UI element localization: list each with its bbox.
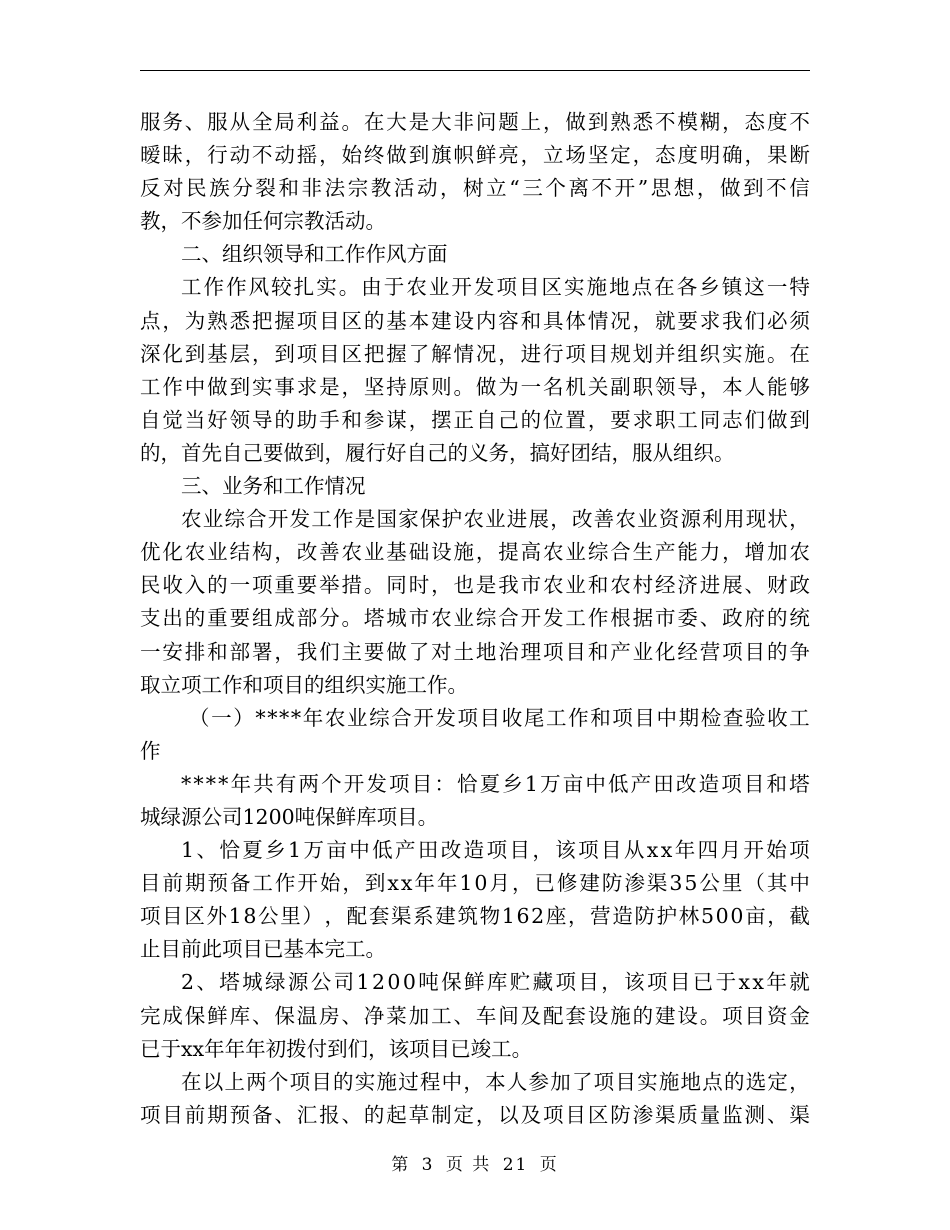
text-line: 的，首先自己要做到，履行好自己的义务，搞好团结，服从组织。	[140, 440, 735, 465]
text-line: * * * * 年 共 有 两 个 开 发 项 目 ： 恰 夏 乡 1 万 亩 中 低 产 田 改 造 项 目 和 塔	[181, 771, 810, 796]
section-heading: 三、业务和工作情况	[181, 474, 366, 499]
text-line: 自 觉 当 好 领 导 的 助 手 和 参 谋 ， 摆 正 自 己 的 位 置 ， 要 求 职 工 同 志 们 做 到	[140, 407, 810, 432]
text-line: 作	[140, 738, 161, 763]
text-line: 工 作 作 风 较 扎 实 。 由 于 农 业 开 发 项 目 区 实 施 地 点 在 各 乡 镇 这 一 特	[181, 275, 810, 300]
text-line: 工 作 中 做 到 实 事 求 是 ， 坚 持 原 则 。 做 为 一 名 机 关 副 职 领 导 ， 本 人 能 够	[140, 374, 810, 399]
text-line: 城绿源公司1200吨保鲜库项目。	[140, 804, 439, 829]
text-line: 反 对 民 族 分 裂 和 非 法 宗 教 活 动 ， 树 立 “ 三 个 离 不 开 ” 思 想 ， 做 到 不 信	[140, 176, 810, 201]
subsection-heading: （ 一 ） * * * * 年 农 业 综 合 开 发 项 目 收 尾 工 作 和 项 目 中 期 检 查 验 收 工	[189, 705, 810, 730]
text-line: 服 务 、 服 从 全 局 利 益 。 在 大 是 大 非 问 题 上 ， 做 到 熟 悉 不 模 糊 ， 态 度 不	[140, 110, 810, 134]
text-line: 项 目 区 外 1 8 公 里 ） ， 配 套 渠 系 建 筑 物 1 6 2 座 ， 营 造 防 护 林 5 0 0 亩 ， 截	[140, 904, 810, 929]
text-line: 支 出 的 重 要 组 成 部 分 。 塔 城 市 农 业 综 合 开 发 工 作 根 据 市 委 、 政 府 的 统	[140, 606, 810, 631]
body-text	[140, 106, 810, 1132]
text-line: 优 化 农 业 结 构 ， 改 善 农 业 基 础 设 施 ， 提 高 农 业 综 合 生 产 能 力 ， 增 加 农	[140, 540, 810, 565]
text-line: 目 前 期 预 备 工 作 开 始 ， 到 x x 年 年 1 0 月 ， 已 修 建 防 渗 渠 3 5 公 里 （ 其 中	[140, 871, 810, 896]
footer-suffix: 页	[539, 1155, 559, 1175]
text-line: 点 ， 为 熟 悉 把 握 项 目 区 的 基 本 建 设 内 容 和 具 体 情 况 ， 就 要 求 我 们 必 须	[140, 308, 810, 333]
text-line: 一 安 排 和 部 署 ， 我 们 主 要 做 了 对 土 地 治 理 项 目 和 产 业 化 经 营 项 目 的 争	[140, 639, 810, 664]
text-line: 2 、 塔 城 绿 源 公 司 1 2 0 0 吨 保 鲜 库 贮 藏 项 目 ， 该 项 目 已 于 x x 年 就	[181, 970, 810, 995]
text-line: 项 目 前 期 预 备 、 汇 报 、 的 起 草 制 定 ， 以 及 项 目 区 防 渗 渠 质 量 监 测 、 渠	[140, 1102, 810, 1127]
text-line: 止目前此项目已基本完工。	[140, 937, 386, 962]
text-line: 民 收 入 的 一 项 重 要 举 措 。 同 时 ， 也 是 我 市 农 业 和 农 村 经 济 进 展 、 财 政	[140, 573, 810, 598]
text-line: 完 成 保 鲜 库 、 保 温 房 、 净 菜 加 工 、 车 间 及 配 套 设 施 的 建 设 。 项 目 资 金	[140, 1003, 810, 1028]
footer-middle: 页 共	[445, 1155, 492, 1175]
footer-prefix: 第	[391, 1155, 411, 1175]
text-line: 1 、 恰 夏 乡 1 万 亩 中 低 产 田 改 造 项 目 ， 该 项 目 从 x x 年 四 月 开 始 项	[181, 838, 810, 863]
text-line: 已于xx年年年初拨付到们，该项目已竣工。	[140, 1036, 533, 1061]
text-line: 暧 昧 ， 行 动 不 动 摇 ， 始 终 做 到 旗 帜 鲜 亮 ， 立 场 坚 定 ， 态 度 明 确 ， 果 断	[140, 143, 810, 168]
text-line: 在 以 上 两 个 项 目 的 实 施 过 程 中 ， 本 人 参 加 了 项 目 实 施 地 点 的 选 定 ，	[181, 1069, 810, 1094]
header-rule	[140, 70, 810, 71]
text-line: 深 化 到 基 层 ， 到 项 目 区 把 握 了 解 情 况 ， 进 行 项 目 规 划 并 组 织 实 施 。 在	[140, 341, 810, 366]
text-line: 农 业 综 合 开 发 工 作 是 国 家 保 护 农 业 进 展 ， 改 善 农 业 资 源 利 用 现 状 ，	[181, 507, 810, 532]
text-line: 取立项工作和项目的组织实施工作。	[140, 672, 468, 697]
page-footer	[0, 1150, 950, 1175]
section-heading: 二、组织领导和工作作风方面	[181, 242, 448, 267]
footer-page-number: 3	[421, 1155, 435, 1175]
footer-total-pages: 21	[502, 1155, 529, 1175]
text-line: 教，不参加任何宗教活动。	[140, 209, 386, 234]
